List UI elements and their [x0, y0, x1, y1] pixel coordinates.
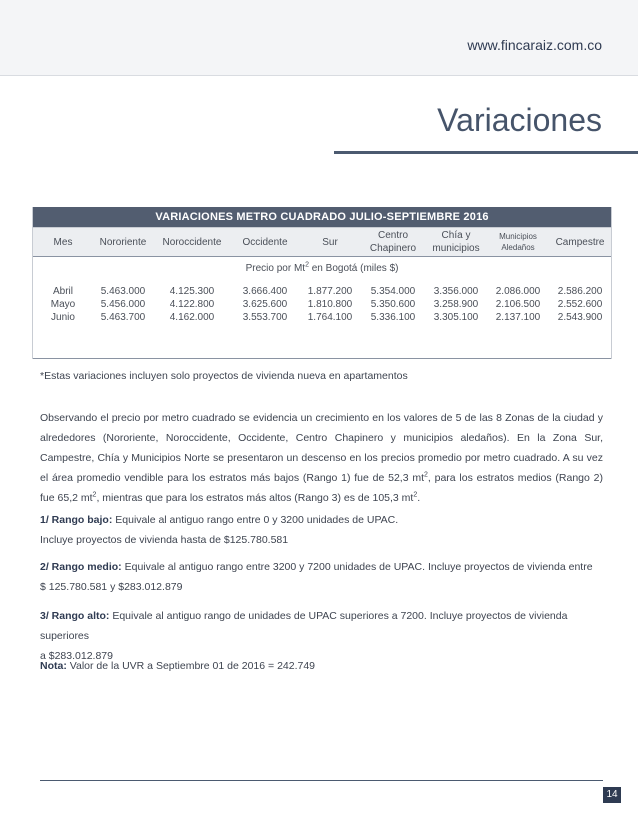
- cell: 2.137.100: [495, 312, 541, 323]
- col-campestre: [549, 279, 611, 359]
- footer-rule: [40, 780, 603, 781]
- range-low-label: 1/ Rango bajo:: [40, 514, 113, 526]
- cell: 4.125.300: [169, 286, 215, 297]
- uvr-note-text: Valor de la UVR a Septiembre 01 de 2016 = 242.749: [66, 660, 316, 672]
- cell: 5.336.100: [370, 312, 416, 323]
- cell: 2.586.200: [557, 286, 603, 297]
- paragraph-text: Observando el precio por metro cuadrado se evidencia un crecimiento en los valores de 5 de las 8 Zonas de la ciudad y alrededores (Nororiente, Noroccidente, Occidente, Centro Chapinero y municipios aledaños). En la Zona Sur, Campestre, Chía y Municipios Norte se presentaron un descenso en los precios promedio por metro cuadrado. A su vez el área promedio vendible para los estratos más bajos (Rango 1) fue de 52,3 mt: [40, 412, 603, 484]
- price-variation-table: [32, 207, 612, 359]
- col-header-campestre: Campestre: [549, 228, 611, 257]
- cell: 2.086.000: [495, 286, 541, 297]
- cell: 2.106.500: [495, 299, 541, 310]
- cell: 4.162.000: [169, 312, 215, 323]
- range-low-line2: Incluye proyectos de vivienda hasta de $125.780.581: [40, 534, 289, 546]
- cell: Junio: [51, 312, 75, 323]
- cell: 5.456.000: [100, 299, 146, 310]
- title-underline: [334, 151, 638, 154]
- range-high-text: Equivale al antiguo rango de unidades de UPAC superiores a 7200. Incluye proyectos de vivienda superiores: [40, 610, 568, 642]
- superscript: 2: [424, 471, 428, 479]
- range-mid-label: 2/ Rango medio:: [40, 561, 122, 573]
- cell: 3.553.700: [242, 312, 288, 323]
- range-mid: [40, 557, 603, 597]
- range-low-text: Equivale al antiguo rango entre 0 y 3200 unidades de UPAC.: [112, 514, 399, 526]
- col-header-nororiente: Nororiente: [93, 228, 153, 257]
- col-header-centro-chapinero: Centro Chapinero: [361, 228, 425, 257]
- cell: 1.877.200: [307, 286, 353, 297]
- cell: 2.552.600: [557, 299, 603, 310]
- unit-prefix: Precio por Mt: [245, 262, 306, 274]
- table-data-block: [33, 279, 611, 359]
- table-title: VARIACIONES METRO CUADRADO JULIO-SEPTIEMBRE 2016: [33, 207, 611, 228]
- col-mes: [33, 279, 93, 359]
- cell: 3.305.100: [433, 312, 479, 323]
- analysis-paragraph: [40, 408, 603, 508]
- unit-caption: [33, 257, 611, 280]
- col-header-sur: Sur: [299, 228, 361, 257]
- cell: 5.350.600: [370, 299, 416, 310]
- unit-superscript: 2: [305, 261, 309, 269]
- page-title: Variaciones: [437, 102, 602, 138]
- page-number: 14: [603, 787, 621, 803]
- cell: 2.543.900: [557, 312, 603, 323]
- cell: 5.463.000: [100, 286, 146, 297]
- range-mid-text: Equivale al antiguo rango entre 3200 y 7200 unidades de UPAC. Incluye proyectos de vivienda entre: [121, 561, 593, 573]
- table-footnote: *Estas variaciones incluyen solo proyectos de vivienda nueva en apartamentos: [40, 370, 408, 382]
- range-high-line2: a $283.012.879: [40, 650, 113, 662]
- col-header-mes: Mes: [33, 228, 93, 257]
- paragraph-text: .: [417, 492, 421, 504]
- cell: 4.122.800: [169, 299, 215, 310]
- col-centro-chapinero: [361, 279, 425, 359]
- variation-table: [33, 207, 611, 359]
- superscript: 2: [413, 491, 418, 499]
- cell: 1.810.800: [307, 299, 353, 310]
- col-municipios-aledanos: [487, 279, 549, 359]
- cell: 3.356.000: [433, 286, 479, 297]
- cell: Mayo: [50, 299, 76, 310]
- cell: Abril: [52, 286, 73, 297]
- table-bottom-border: [33, 359, 611, 360]
- col-nororiente: [93, 279, 153, 359]
- unit-suffix: en Bogotá (miles $): [308, 262, 399, 274]
- uvr-note-label: Nota:: [40, 660, 67, 672]
- col-header-municipios-aledanos: Municipios Aledaños: [487, 228, 549, 257]
- cell: 3.258.900: [433, 299, 479, 310]
- col-header-noroccidente: Noroccidente: [153, 228, 231, 257]
- col-noroccidente: [153, 279, 231, 359]
- superscript: 2: [92, 491, 97, 499]
- col-header-chia: Chía y municipios: [425, 228, 487, 257]
- site-url[interactable]: www.fincaraiz.com.co: [467, 37, 602, 53]
- uvr-note: [40, 656, 603, 676]
- col-occidente: [231, 279, 299, 359]
- range-mid-line2: $ 125.780.581 y $283.012.879: [40, 581, 183, 593]
- range-high-label: 3/ Rango alto:: [40, 610, 110, 622]
- table-header-row: [33, 228, 611, 257]
- cell: 3.666.400: [242, 286, 288, 297]
- paragraph-text: , para los estratos medios (Rango 2) fue 65,2 mt: [40, 472, 603, 504]
- col-chia: [425, 279, 487, 359]
- cell: 3.625.600: [242, 299, 288, 310]
- paragraph-text: , mientras que para los estratos más altos (Rango 3) es de 105,3 mt: [96, 492, 414, 504]
- col-sur: [299, 279, 361, 359]
- col-header-occidente: Occidente: [231, 228, 299, 257]
- cell: 1.764.100: [307, 312, 353, 323]
- cell: 5.354.000: [370, 286, 416, 297]
- range-low: [40, 510, 603, 550]
- cell: 5.463.700: [100, 312, 146, 323]
